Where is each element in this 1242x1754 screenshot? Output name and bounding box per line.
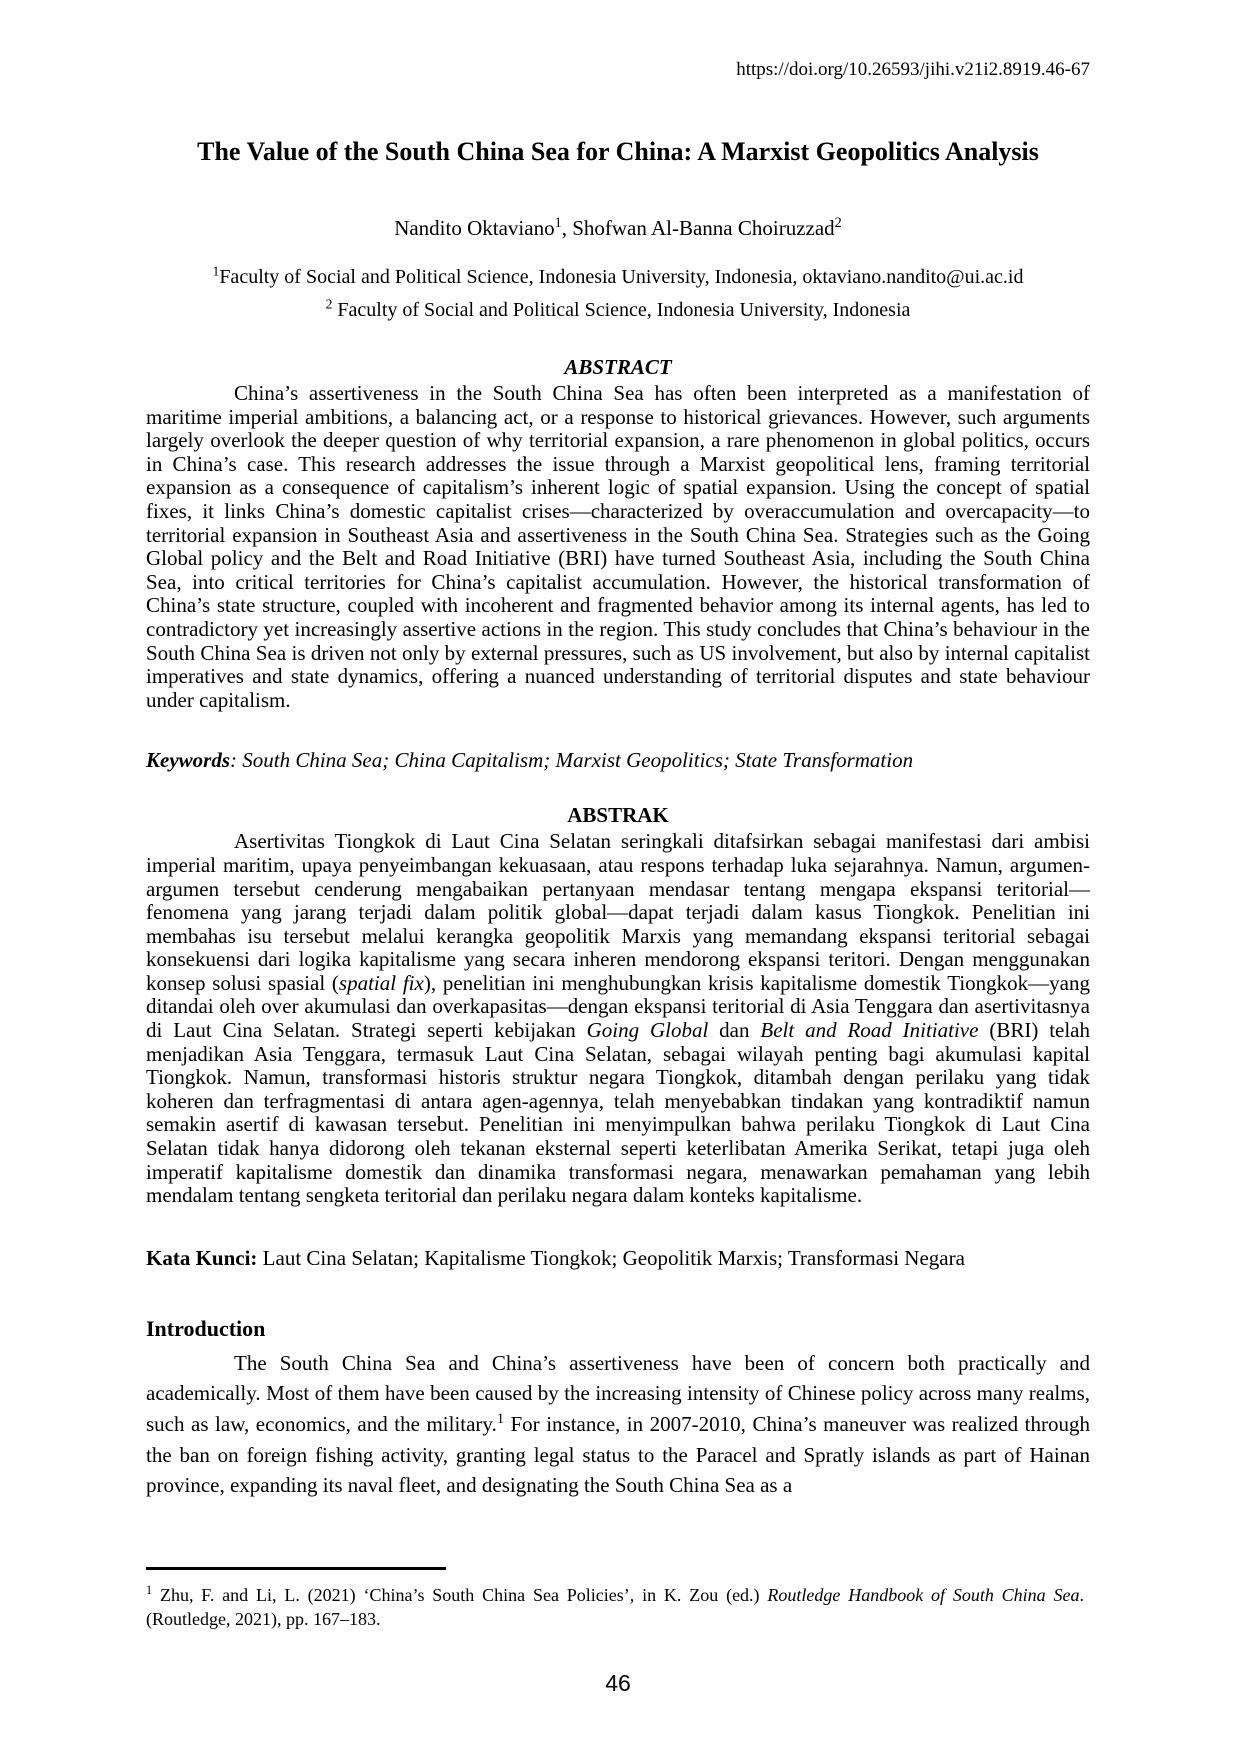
text-segment: 1 [554,215,562,231]
text-segment: Faculty of Social and Political Science, Indonesia University, Indonesia [332,299,911,321]
authors-line [146,215,1090,241]
text-segment: Routledge Handbook of South China Sea [767,1584,1080,1605]
footnote-1 [146,1583,1090,1632]
text-segment: 1 [496,1411,504,1427]
text-segment: Keywords [146,748,230,773]
keywords-line [146,748,1090,773]
introduction-paragraph [146,1348,1090,1501]
affiliation-1 [146,265,1090,290]
text-segment: 2 [325,296,333,312]
abstract-body-id [146,830,1090,1208]
text-segment: . (Routledge, 2021), pp. 167–183. [146,1584,1084,1630]
text-segment: For instance, in 2007-2010, China’s maneuver was realized through the ban on foreign fishing activity, granting legal status to the Paracel and Spratly islands as part of Hainan province, expanding its naval fleet, and designating the South China Sea as a [146,1412,1090,1498]
text-segment: ), penelitian ini menghubungkan krisis kapitalisme domestik Tiongkok—yang ditandai oleh over akumulasi dan overkapasitas—dengan ekspansi teritorial di Asia Tenggara dan asertivitasnya di Laut Cina Selatan. Strategi seperti kebijakan [146,970,1090,1043]
introduction-heading: Introduction [146,1315,266,1341]
text-segment: The South China Sea and China’s assertiveness have been of concern both practically and academically. Most of them have been caused by the increasing intensity of Chinese policy across many realms, such as law, economics, and the military. [146,1350,1090,1436]
text-segment: Laut Cina Selatan; Kapitalisme Tiongkok; Geopolitik Marxis; Transformasi Negara [257,1245,965,1270]
page-number: 46 [605,1669,631,1696]
text-segment: Belt and Road Initiative [760,1018,979,1043]
text-segment: Faculty of Social and Political Science, Indonesia University, Indonesia, oktaviano.nandito@ui.ac.id [219,266,1024,288]
text-segment: spatial fix [338,970,424,995]
text-segment: : South China Sea; China Capitalism; Marxist Geopolitics; State Transformation [230,748,914,773]
text-segment: 2 [834,215,842,231]
abstract-heading-id: ABSTRAK [567,803,669,828]
text-segment: Going Global [586,1018,709,1043]
text-segment: Kata Kunci: [146,1245,258,1270]
paper-title: The Value of the South China Sea for China: A Marxist Geopolitics Analysis [197,137,1039,166]
text-segment: Asertivitas Tiongkok di Laut Cina Selatan seringkali ditafsirkan sebagai manifestasi dari ambisi imperial maritim, upaya penyeimbangan kekuasaan, atau respons terhadap luka sejarahnya. Namun, argumen-argumen tersebut cenderung mengabaikan pertanyaan mendasar tentang mengapa ekspansi teritorial—fenomena yang jarang terjadi dalam politik global—dapat terjadi dalam kasus Tiongkok. Penelitian ini membahas isu tersebut melalui kerangka geopolitik Marxis yang memandang ekspansi teritorial sebagai konsekuensi dari logika kapitalisme yang secara inheren mendorong ekspansi teritori. Dengan menggunakan konsep solusi spasial ( [146,829,1090,995]
footnote-separator-rule [146,1567,446,1570]
text-segment: Zhu, F. and Li, L. (2021) ‘China’s South China Sea Policies’, in K. Zou (ed.) [152,1584,768,1605]
affiliation-2 [146,298,1090,323]
text-segment: 1 [212,263,220,279]
text-segment: 1 [146,1582,153,1597]
doi-link[interactable]: https://doi.org/10.26593/jihi.v21i2.8919.46-67 [736,59,1090,80]
abstract-heading-en: ABSTRACT [564,355,672,379]
text-segment: (BRI) telah menjadikan Asia Tenggara, termasuk Laut Cina Selatan, sebagai wilayah penting bagi akumulasi kapital Tiongkok. Namun, transformasi historis struktur negara Tiongkok, ditambah dengan perilaku yang tidak koheren dan terfragmentasi di antara agen-agennya, telah menyebabkan tindakan yang kontradiktif namun semakin asertif di kawasan tersebut. Penelitian ini menyimpulkan bahwa perilaku Tiongkok di Laut Cina Selatan tidak hanya didorong oleh tekanan eksternal seperti keterlibatan Amerika Serikat, tetapi juga oleh imperatif kapitalisme domestik dan dinamika transformasi negara, menawarkan pemahaman yang lebih mendalam tentang sengketa teritorial dan perilaku negara dalam konteks kapitalisme. [146,1018,1091,1208]
text-segment: dan [708,1018,761,1043]
text-segment: Nandito Oktaviano [394,216,555,240]
abstract-body-en: China’s assertiveness in the South China Sea has often been interpreted as a manifestation of maritime imperial ambitions, a balancing act, or a response to historical grievances. However, such arguments largely overlook the deeper question of why territorial expansion, a rare phenomenon in global politics, occurs in China’s case. This research addresses the issue through a Marxist geopolitical lens, framing territorial expansion as a consequence of capitalism’s inherent logic of spatial expansion. Using the concept of spatial fixes, it links China’s domestic capitalist crises—characterized by overaccumulation and overcapacity—to territorial expansion in Southeast Asia and assertiveness in the South China Sea. Strategies such as the Going Global policy and the Belt and Road Initiative (BRI) have turned Southeast Asia, including the South China Sea, into critical territories for China’s capitalist accumulation. However, the historical transformation of China’s state structure, coupled with incoherent and fragmented behavior among its internal agents, has led to contradictory yet increasingly assertive actions in the region. This study concludes that China’s behaviour in the South China Sea is driven not only by external pressures, such as US involvement, but also by internal capitalist imperatives and state dynamics, offering a nuanced understanding of territorial disputes and state behaviour under capitalism. [146,381,1090,712]
kata-kunci-line [146,1246,1090,1271]
text-segment: , Shofwan Al-Banna Choiruzzad [561,216,835,240]
